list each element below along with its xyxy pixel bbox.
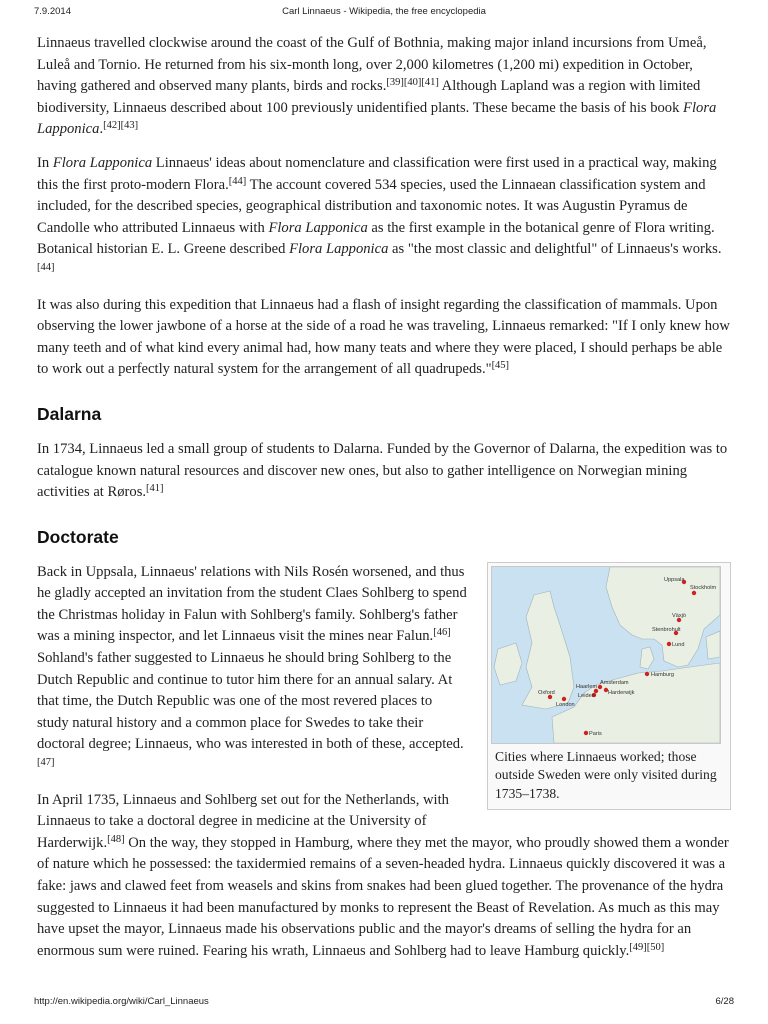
map-label-harderwijk: Harderwijk <box>608 689 635 696</box>
reference-link[interactable]: [46] <box>433 627 451 639</box>
text: as "the most classic and delightful" of Linnaeus's works. <box>388 241 722 258</box>
city-marker <box>645 671 649 675</box>
reference-link[interactable]: [41] <box>146 483 164 495</box>
book-title: Flora Lapponica <box>52 154 153 171</box>
map-label-lund: Lund <box>672 641 685 648</box>
paragraph-harderwijk <box>37 790 731 963</box>
map-label-stenbrohult: Stenbrohult <box>652 626 681 633</box>
text: Although Lapland was a region with limited biodiversity, Linnaeus described about 100 previously unidentified plants. These became the basis of his book <box>37 78 701 116</box>
map-label-stockholm: Stockholm <box>690 584 717 591</box>
reference-link[interactable]: [44] <box>37 261 55 273</box>
map-label-paris: Paris <box>589 730 602 737</box>
europe-map-image[interactable] <box>491 566 721 744</box>
map-figure <box>487 562 731 811</box>
paragraph-dalarna <box>37 439 731 504</box>
paragraph-flora-lapponica <box>37 153 731 283</box>
print-footer <box>34 996 734 1010</box>
text: Linnaeus travelled clockwise around the coast of the Gulf of Bothnia, making major inland incursions from Umeå, Luleå and Tornio. He returned from his six-month long, over 2,000 kilometres (1,200 mi) expedition in October, having gathered and observed many plants, birds and rocks. <box>37 35 707 95</box>
text: The account covered 534 species, used the Linnaean classification system and included, for the described species, geographical distribution and taxonomic notes. It was Augustin Pyramus de Candolle who attributed Linnaeus with <box>37 176 706 236</box>
paragraph-lapland <box>37 33 731 141</box>
reference-link[interactable]: [39][40][41] <box>386 77 439 89</box>
text: In <box>37 154 53 171</box>
city-marker <box>584 730 588 734</box>
reference-link[interactable]: [45] <box>491 360 510 372</box>
print-page-title: Carl Linnaeus - Wikipedia, the free encyclopedia <box>282 6 486 17</box>
paragraph-mammals <box>37 295 731 381</box>
text: On the way, they stopped in Hamburg, where they met the mayor, who proudly showed them a wonder of nature which he possessed: the taxidermied remains of a seven-headed hydra. Linnaeus quickly discovered it was a fake: jaws and clawed feet from weasels and skins from snakes had been glued together. The provenance of the hydra suggested to Linnaeus it had been manufactured by monks to represent the Beast of Revelation. As much as this may have upset the mayor, Linnaeus made his observations public and the mayor's dreams of selling the hydra for an enormous sum were ruined. Fearing his wrath, Linnaeus and Sohlberg had to leave Hamburg quickly. <box>37 834 729 959</box>
map-label-uppsala: Uppsala <box>664 576 685 583</box>
reference-link[interactable]: [47] <box>37 757 55 769</box>
map-label-london: London <box>556 701 575 708</box>
print-page-number: 6/28 <box>715 996 734 1007</box>
map-label-vaxjo: Växjö <box>672 612 686 619</box>
text: Linnaeus' ideas about nomenclature and classification were first used in a practical way, making this the first proto-modern Flora. <box>37 154 717 193</box>
city-marker <box>692 590 696 594</box>
section-heading-doctorate: Doctorate <box>37 526 119 547</box>
map-label-haarlem: Haarlem <box>576 683 598 690</box>
print-header <box>34 6 734 20</box>
city-marker <box>667 641 671 645</box>
print-date: 7.9.2014 <box>34 6 71 17</box>
reference-link[interactable]: [49][50] <box>629 941 665 953</box>
section-heading-dalarna: Dalarna <box>37 403 102 424</box>
text: Back in Uppsala, Linnaeus' relations with Nils Rosén worsened, and thus he gladly accepted an invitation from the student Claes Sohlberg to spend the Christmas holiday in Falun with Sohlberg's family. Sohlberg's father was a mining inspector, and let Linnaeus visit the mines near Falun. <box>37 563 467 645</box>
map-label-amsterdam: Amsterdam <box>600 679 629 686</box>
text: In April 1735, Linnaeus and Sohlberg set out for the Netherlands, with Linnaeus to take a doctoral degree in medicine at the University of Harderwijk. <box>37 791 449 851</box>
reference-link[interactable]: [48] <box>107 833 125 845</box>
book-title: Flora Lapponica <box>268 219 368 236</box>
text: Sohland's father suggested to Linnaeus he should bring Sohlberg to the Dutch Republic and continue to tutor him there for an annual salary. At that time, the Dutch Republic was one of the most revered places to study natural history and a common place for Swedes to take their doctoral degree; Linnaeus, who was interested in both of these, accepted. <box>37 650 464 753</box>
book-title: Flora Lapponica <box>289 241 389 258</box>
city-marker <box>562 696 566 700</box>
book-title: Flora Lapponica <box>37 99 717 138</box>
print-url: http://en.wikipedia.org/wiki/Carl_Linnaeus <box>34 996 209 1007</box>
map-label-oxford: Oxford <box>538 689 555 696</box>
reference-link[interactable]: [44] <box>228 175 247 187</box>
map-label-hamburg: Hamburg <box>651 671 675 678</box>
map-caption: Cities where Linnaeus worked; those outside Sweden were only visited during 1735–1738. <box>495 748 717 801</box>
text: It was also during this expedition that Linnaeus had a flash of insight regarding the classification of mammals. Upon observing the lower jawbone of a horse at the side of a road he was traveling, Linnaeus remarked: "If I only knew how many teeth and of what kind every animal had, how many teats and where they were placed, I should perhaps be able to work out a perfectly natural system for the arrangement of all quadrupeds." <box>37 296 730 378</box>
text: In 1734, Linnaeus led a small group of students to Dalarna. Funded by the Governor of Dalarna, the expedition was to catalogue known natural resources and discover new ones, but also to gather intelligence on Norwegian mining activities at Røros. <box>37 440 728 501</box>
reference-link[interactable]: [42][43] <box>103 120 139 132</box>
article-content <box>37 33 731 974</box>
text: . <box>99 121 104 138</box>
map-label-leiden: Leiden <box>578 692 595 699</box>
text: as the first example in the botanical genre of Flora writing. Botanical historian E. L. Greene described <box>37 219 715 258</box>
